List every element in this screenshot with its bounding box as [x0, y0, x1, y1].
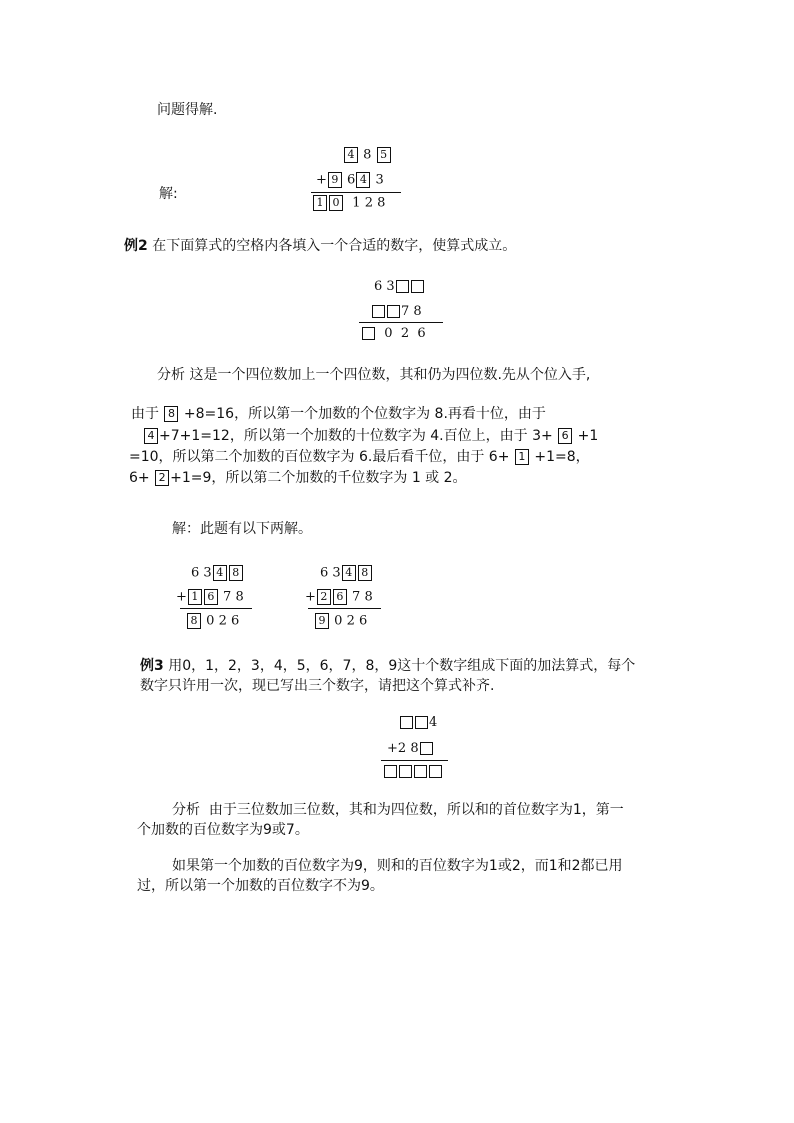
digit-box: 6	[204, 589, 218, 605]
solution-a-row1	[191, 565, 244, 582]
digit: 6	[358, 613, 368, 629]
digit: 3	[375, 172, 384, 188]
analysis-text: +1	[577, 428, 599, 444]
digit-box: 5	[377, 147, 391, 163]
digit: 6	[374, 279, 383, 294]
sum-line	[359, 322, 443, 323]
example3-row1	[399, 715, 437, 731]
analysis-text: 由于	[131, 406, 159, 422]
digit-box: 4	[344, 147, 358, 163]
example3-label: 例3	[140, 658, 164, 674]
analysis-line3	[143, 427, 598, 445]
empty-box	[400, 716, 413, 729]
digit-box: 4	[356, 172, 370, 188]
digit-box: 4	[213, 565, 227, 581]
plus-sign: +	[176, 589, 187, 605]
digit: 6	[417, 326, 426, 341]
digit-box: 2	[155, 470, 169, 486]
digit-box: 8	[164, 406, 178, 422]
digit: 2	[346, 613, 355, 629]
digit-box: 1	[313, 195, 327, 211]
digit: 3	[386, 279, 395, 294]
digit: 1	[352, 195, 361, 211]
analysis-text: +7+1=12，所以第一个加数的十位数字为 4.百位上，由于 3+	[159, 428, 553, 444]
example3-line1	[140, 657, 635, 675]
digit-box: 4	[144, 428, 158, 444]
puzzle1-row1	[343, 147, 392, 164]
digit: 0	[384, 326, 393, 341]
analysis-text: +1=8，	[534, 449, 590, 465]
example2-row2	[371, 304, 422, 320]
analysis-text: =10，所以第二个加数的百位数字为 6.最后看千位，由于 6+	[129, 449, 510, 465]
digit: 3	[203, 565, 212, 581]
solution-label: 解:	[159, 186, 178, 202]
example2-text: 在下面算式的空格内各填入一个合适的数字，使算式成立。	[152, 238, 517, 254]
digit: 8	[363, 147, 372, 163]
analysis-line5	[129, 469, 467, 487]
digit: 8	[235, 589, 244, 605]
digit: 2	[218, 613, 227, 629]
plus-sign: +	[305, 589, 316, 605]
digit: 8	[410, 741, 419, 756]
digit: 6	[320, 565, 329, 581]
digit: 7	[223, 589, 232, 605]
empty-box	[372, 305, 385, 318]
example3-result	[383, 764, 443, 780]
example3-analysis-line4: 过，所以第一个加数的百位数字不为9。	[137, 878, 384, 894]
sum-line	[180, 608, 252, 609]
digit-box: 6	[558, 428, 572, 444]
empty-box	[396, 280, 409, 293]
solution-b-row1	[320, 565, 373, 582]
solution-b-result	[314, 613, 367, 630]
solution-a-result	[186, 613, 239, 630]
digit: 0	[206, 613, 215, 629]
sum-line	[381, 760, 448, 761]
digit: 2	[364, 195, 373, 211]
empty-box	[414, 765, 427, 778]
digit-box: 9	[315, 613, 329, 629]
empty-box	[362, 327, 375, 340]
plus-sign: +	[316, 172, 327, 188]
solution-text: 解：此题有以下两解。	[172, 521, 312, 537]
digit: 8	[364, 589, 373, 605]
analysis-text: 6+	[129, 470, 150, 486]
example2-label: 例2	[124, 238, 148, 254]
empty-box	[387, 305, 400, 318]
analysis-text: 这是一个四位数加上一个四位数，其和仍为四位数.先从个位入手,	[189, 367, 591, 383]
example3-row2	[387, 741, 434, 757]
plus-sign: +	[387, 741, 398, 756]
digit-box: 8	[229, 565, 243, 581]
example3-line2: 数字只许用一次，现已写出三个数字，请把这个算式补齐.	[140, 678, 495, 694]
digit: 3	[332, 565, 341, 581]
analysis-prefix: 分析	[157, 367, 185, 383]
digit-box: 0	[329, 195, 343, 211]
digit-box: 6	[333, 589, 347, 605]
digit-box: 8	[358, 565, 372, 581]
digit: 6	[230, 613, 240, 629]
digit-box: 9	[328, 172, 342, 188]
example2-heading	[124, 237, 516, 255]
digit: 4	[429, 715, 438, 730]
puzzle1-row2	[316, 172, 384, 189]
solution-b-row2	[305, 589, 373, 606]
sum-line	[311, 192, 401, 193]
digit-box: 1	[515, 449, 529, 465]
empty-box	[415, 716, 428, 729]
digit-box: 2	[317, 589, 331, 605]
analysis-line1	[157, 366, 590, 384]
empty-box	[399, 765, 412, 778]
analysis-line2	[131, 405, 546, 423]
digit: 0	[334, 613, 343, 629]
example3-analysis-line3: 如果第一个加数的百位数字为9，则和的百位数字为1或2，而1和2都已用	[172, 858, 623, 874]
sum-line	[308, 608, 381, 609]
analysis-text: +8=16，所以第一个加数的个位数字为 8.再看十位，由于	[183, 406, 546, 422]
example3-analysis-line2: 个加数的百位数字为9或7。	[137, 822, 309, 838]
digit-box: 1	[188, 589, 202, 605]
analysis-line4	[129, 448, 590, 466]
empty-box	[420, 742, 433, 755]
example2-result	[361, 326, 426, 342]
digit: 6	[191, 565, 200, 581]
digit-box: 4	[342, 565, 356, 581]
digit: 8	[413, 304, 422, 319]
puzzle1-result	[312, 195, 385, 212]
digit: 6	[347, 172, 356, 188]
example3-text: 用0，1，2，3，4，5，6，7，8，9这十个数字组成下面的加法算式，每个	[168, 658, 636, 674]
example2-row1	[374, 279, 425, 295]
empty-box	[429, 765, 442, 778]
analysis-text: +1=9，所以第二个加数的千位数字为 1 或 2。	[170, 470, 467, 486]
digit: 7	[352, 589, 361, 605]
solution-a-row2	[176, 589, 244, 606]
digit: 2	[397, 741, 407, 756]
example3-analysis-line1: 分析 由于三位数加三位数，其和为四位数，所以和的首位数字为1，第一	[172, 802, 624, 818]
digit: 7	[401, 304, 410, 319]
digit-box: 8	[187, 613, 201, 629]
intro-text: 问题得解.	[157, 102, 218, 118]
digit: 8	[377, 195, 386, 211]
empty-box	[384, 765, 397, 778]
digit: 2	[400, 326, 410, 341]
empty-box	[411, 280, 424, 293]
